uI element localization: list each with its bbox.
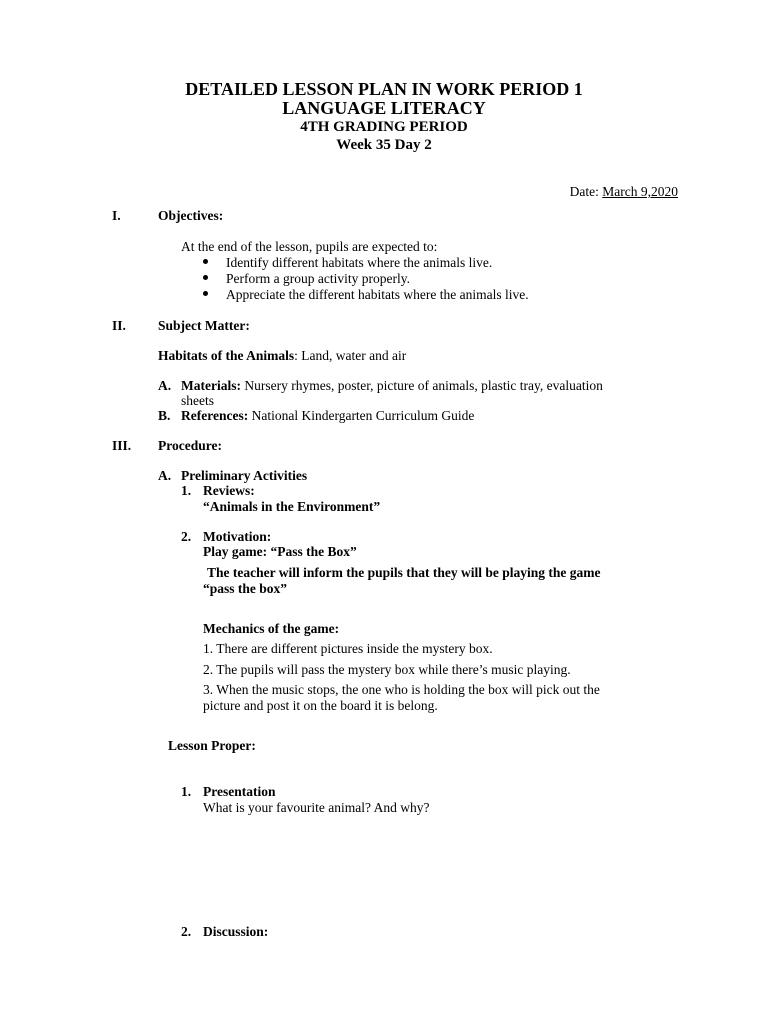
references-letter: B.: [158, 408, 171, 423]
references-value: National Kindergarten Curriculum Guide: [251, 408, 475, 423]
procedure-numeral: III.: [112, 438, 132, 453]
materials-value: Nursery rhymes, poster, picture of animals, plastic tray, evaluation: [244, 378, 603, 393]
objectives-numeral: I.: [112, 208, 121, 223]
materials-value-cont: sheets: [181, 393, 214, 408]
grading-period: 4TH GRADING PERIOD: [300, 119, 468, 135]
materials-letter: A.: [158, 378, 172, 393]
objective-item: Identify different habitats where the animals live.: [226, 255, 493, 270]
references-label: References:: [181, 408, 249, 423]
date-line: [570, 184, 678, 200]
lesson-proper-heading: Lesson Proper:: [168, 738, 256, 753]
objectives-heading: Objectives:: [158, 208, 224, 223]
motivation-desc: The teacher will inform the pupils that they will be playing the game: [207, 565, 601, 580]
subject-matter-numeral: II.: [112, 318, 126, 333]
preliminary-letter: A.: [158, 468, 172, 483]
topic-line: [158, 348, 406, 364]
procedure-heading: Procedure:: [158, 438, 222, 453]
presentation-num: 1.: [181, 784, 192, 799]
presentation-question: What is your favourite animal? And why?: [203, 800, 430, 815]
date-value: March 9,2020: [602, 184, 678, 199]
mechanics-item: 1. There are different pictures inside the mystery box.: [203, 641, 493, 656]
objective-item: Appreciate the different habitats where the animals live.: [226, 287, 529, 302]
reviews-value: “Animals in the Environment”: [203, 499, 381, 514]
preliminary-label: Preliminary Activities: [181, 468, 308, 483]
bullet-icon: [203, 259, 208, 264]
motivation-desc-cont: “pass the box”: [203, 581, 288, 596]
reviews-label: Reviews:: [203, 483, 255, 498]
objective-item: Perform a group activity properly.: [226, 271, 410, 286]
bullet-icon: [203, 291, 208, 296]
date-label: Date:: [569, 184, 599, 199]
topic-label: Habitats of the Animals: [158, 348, 295, 363]
title-line-1: DETAILED LESSON PLAN IN WORK PERIOD 1: [185, 79, 583, 99]
mechanics-heading: Mechanics of the game:: [203, 621, 340, 636]
materials-line: [181, 378, 603, 394]
motivation-num: 2.: [181, 529, 192, 544]
mechanics-item: 2. The pupils will pass the mystery box while there’s music playing.: [203, 662, 571, 677]
motivation-label: Motivation:: [203, 529, 272, 544]
topic-value: : Land, water and air: [294, 348, 407, 363]
mechanics-item: 3. When the music stops, the one who is holding the box will pick out the: [203, 682, 600, 697]
subject-matter-heading: Subject Matter:: [158, 318, 250, 333]
discussion-label: Discussion:: [203, 924, 269, 939]
mechanics-item-cont: picture and post it on the board it is belong.: [203, 698, 438, 713]
bullet-icon: [203, 275, 208, 280]
title-line-2: LANGUAGE LITERACY: [282, 98, 486, 118]
presentation-label: Presentation: [203, 784, 276, 799]
reviews-num: 1.: [181, 483, 192, 498]
week-day: Week 35 Day 2: [336, 137, 432, 153]
motivation-game: Play game: “Pass the Box”: [203, 544, 357, 559]
materials-label: Materials:: [181, 378, 241, 393]
references-line: [181, 408, 474, 424]
discussion-num: 2.: [181, 924, 192, 939]
objectives-intro: At the end of the lesson, pupils are expected to:: [181, 239, 438, 254]
